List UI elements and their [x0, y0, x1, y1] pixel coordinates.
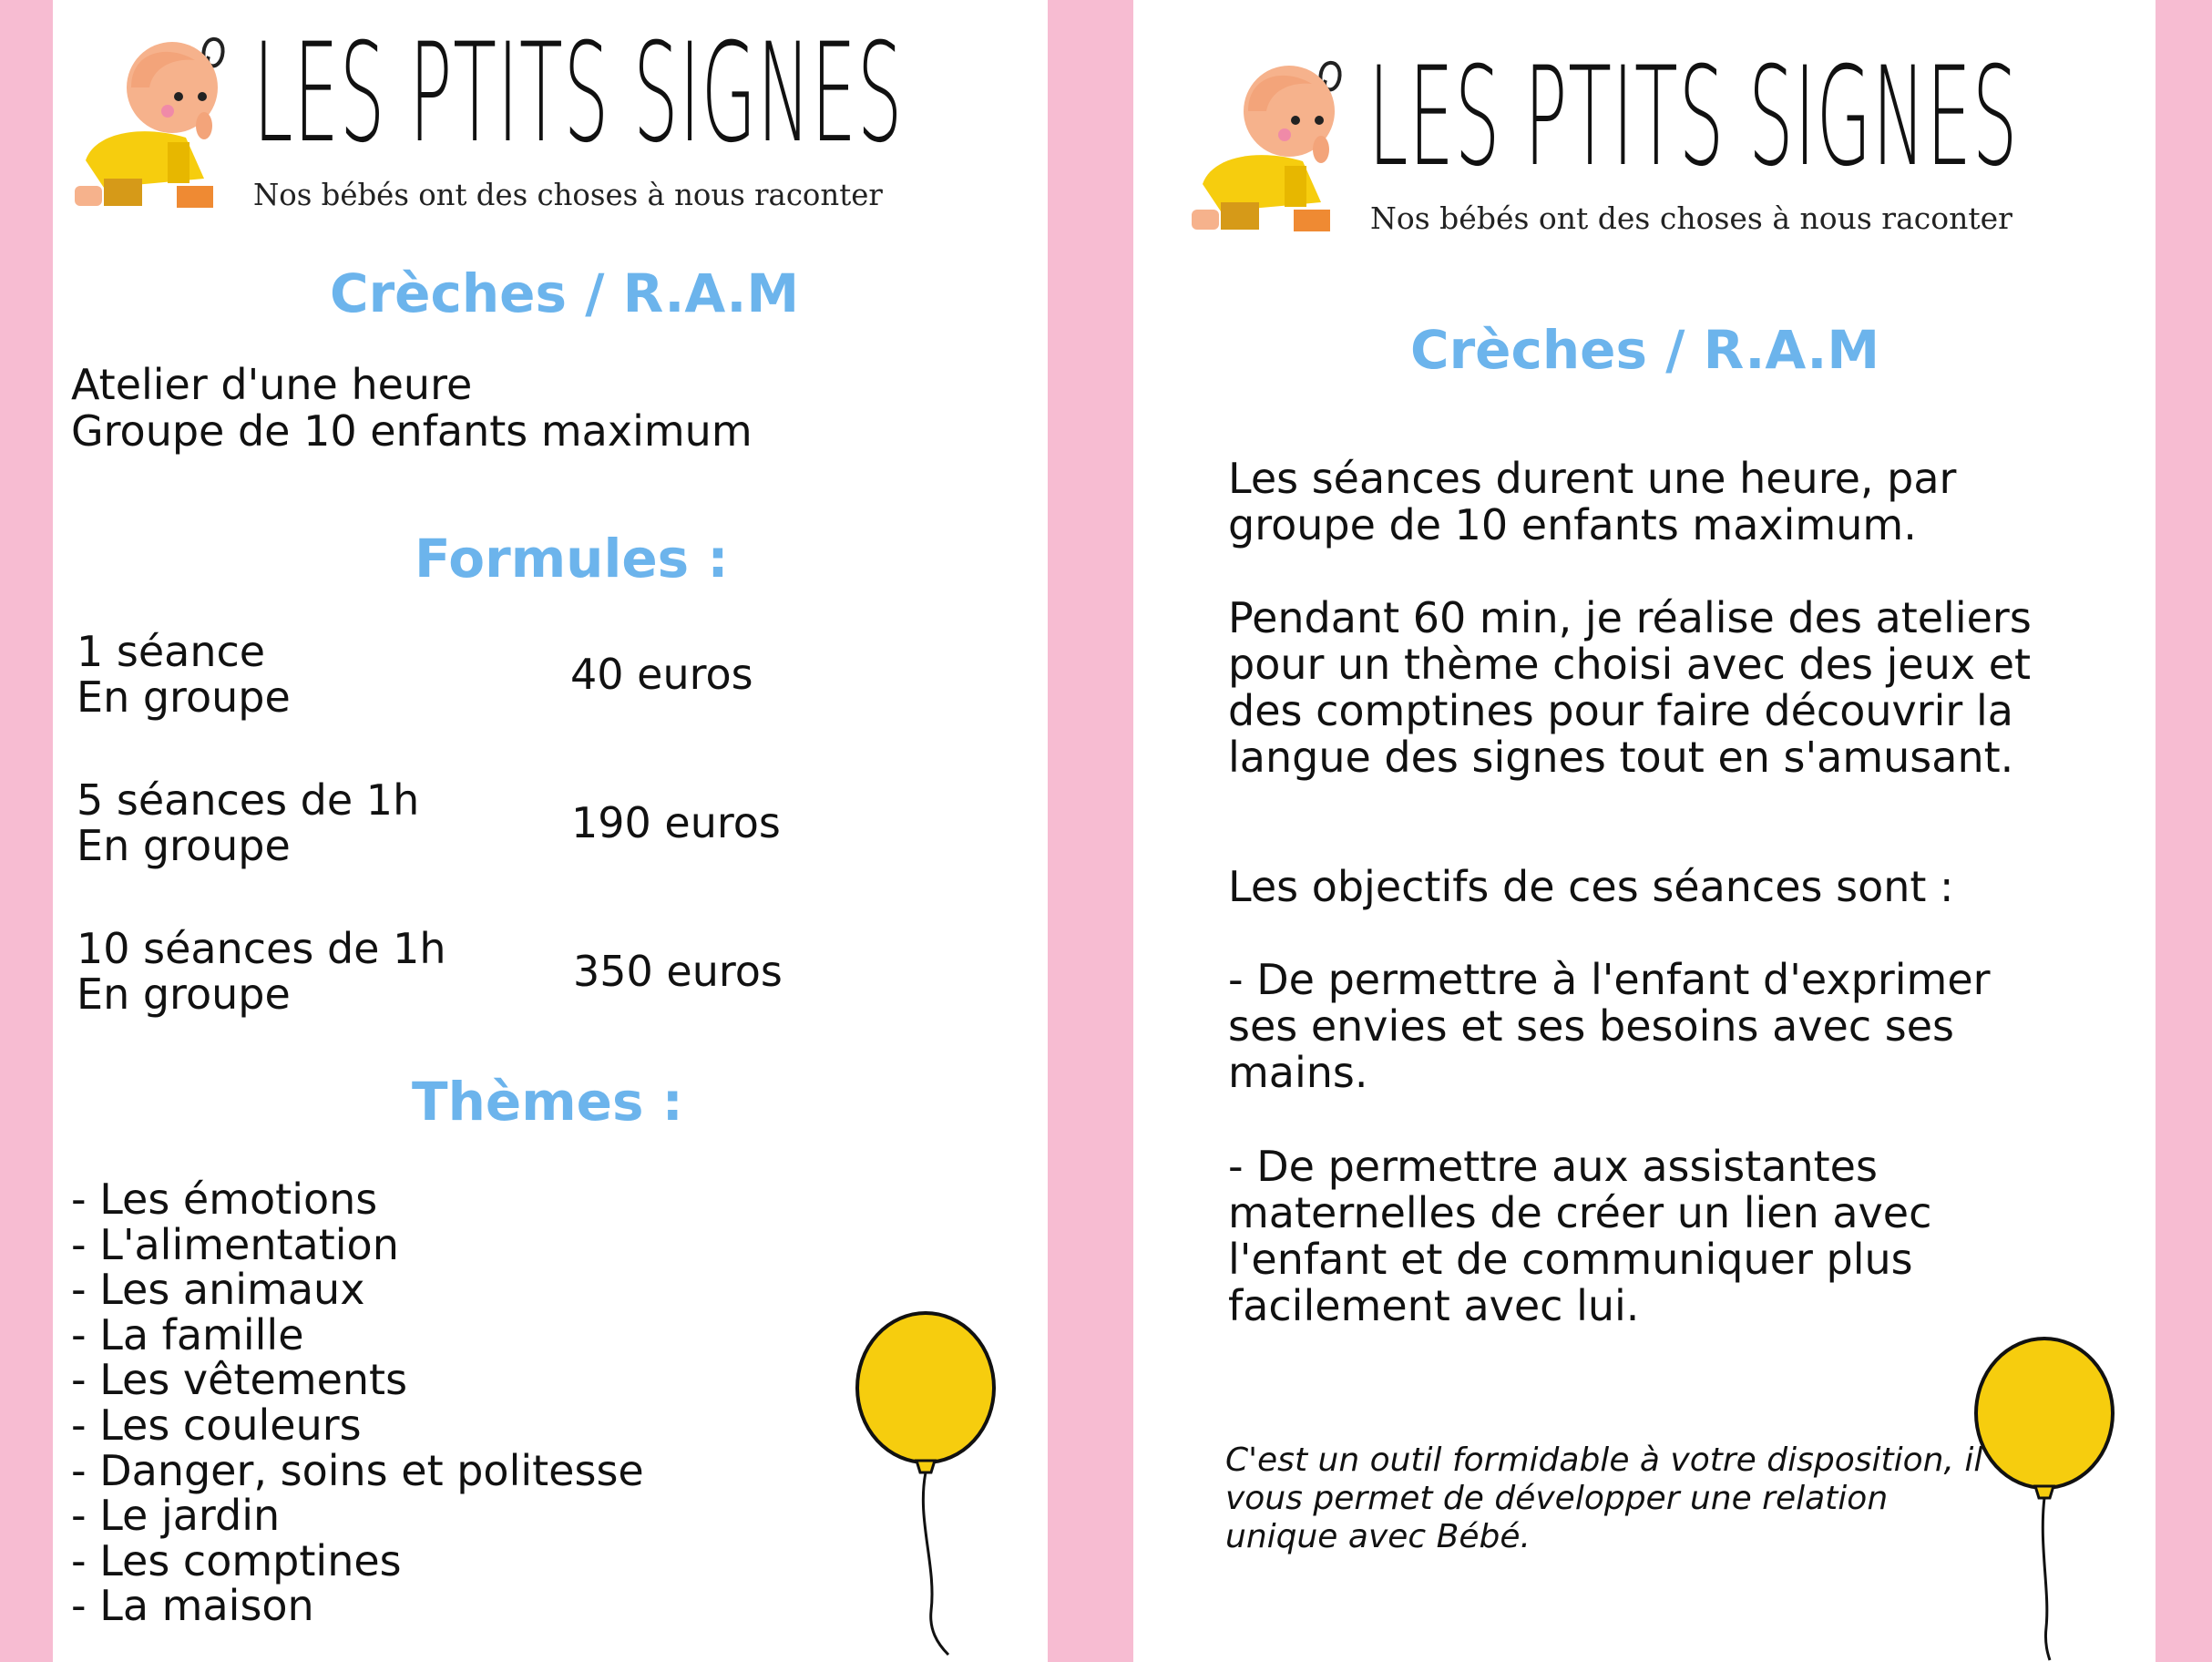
note-line: vous permet de développer une relation — [1225, 1480, 1889, 1517]
formule-label: En groupe — [77, 970, 291, 1019]
logo-title: LES PTITS SIGNES — [253, 15, 904, 173]
logo-title: LES PTITS SIGNES — [1368, 38, 2019, 197]
baby-logo-icon — [67, 24, 231, 215]
formule-price: 350 euros — [573, 947, 783, 996]
balloon-icon — [853, 1310, 998, 1657]
formule-label: En groupe — [77, 672, 291, 722]
description-line: Pendant 60 min, je réalise des ateliers — [1228, 593, 2032, 642]
objective-item — [1228, 957, 1991, 1096]
description-line: ses envies et ses besoins avec ses — [1228, 1001, 1955, 1051]
theme-item: - Les émotions — [71, 1175, 378, 1224]
formule-price: 190 euros — [571, 798, 781, 847]
description-line: l'enfant et de communiquer plus — [1228, 1235, 1913, 1284]
formule-label: En groupe — [77, 821, 291, 870]
objective-item — [1228, 1144, 1931, 1329]
formule-label: 10 séances de 1h — [77, 924, 446, 973]
themes-list — [71, 1177, 644, 1629]
objectives-intro — [1228, 864, 1954, 910]
creches-heading: Crèches / R.A.M — [1410, 319, 1880, 381]
theme-item: - Les comptines — [71, 1535, 402, 1585]
intro-line: Groupe de 10 enfants maximum — [71, 406, 753, 456]
pink-border-left — [0, 0, 53, 1662]
intro-text — [71, 362, 753, 455]
balloon-icon — [1971, 1336, 2117, 1662]
description-line: langue des signes tout en s'amusant. — [1228, 733, 2014, 782]
themes-heading: Thèmes : — [412, 1071, 683, 1133]
closing-note — [1225, 1441, 1982, 1556]
logo-subtitle: Nos bébés ont des choses à nous raconter — [1370, 200, 2012, 236]
description-line: mains. — [1228, 1048, 1368, 1097]
logo-subtitle: Nos bébés ont des choses à nous raconter — [253, 177, 883, 212]
baby-logo-icon — [1184, 47, 1348, 239]
note-line: C'est un outil formidable à votre disposition, il — [1225, 1441, 1983, 1479]
description-line: - De permettre à l'enfant d'exprimer — [1228, 955, 1991, 1004]
description-para — [1228, 456, 1956, 549]
theme-item: - L'alimentation — [71, 1219, 399, 1269]
theme-item: - Danger, soins et politesse — [71, 1445, 644, 1495]
note-line: unique avec Bébé. — [1225, 1518, 1531, 1555]
formule-price: 40 euros — [570, 650, 753, 699]
description-line: Les séances durent une heure, par — [1228, 454, 1957, 503]
theme-item: - Les vêtements — [71, 1355, 408, 1405]
creches-heading: Crèches / R.A.M — [330, 262, 800, 324]
formule-label: 1 séance — [77, 627, 266, 676]
description-line: facilement avec lui. — [1228, 1281, 1640, 1330]
description-line: maternelles de créer un lien avec — [1228, 1188, 1932, 1237]
theme-item: - La maison — [71, 1581, 314, 1631]
description-line: des comptines pour faire découvrir la — [1228, 686, 2013, 735]
theme-item: - Les animaux — [71, 1265, 365, 1315]
formule-label: 5 séances de 1h — [77, 775, 420, 825]
theme-item: - Le jardin — [71, 1491, 281, 1541]
pink-border-right — [2156, 0, 2212, 1662]
intro-line: Atelier d'une heure — [71, 360, 473, 409]
description-line: pour un thème choisi avec des jeux et — [1228, 640, 2032, 689]
description-line: - De permettre aux assistantes — [1228, 1142, 1878, 1191]
description-line: Les objectifs de ces séances sont : — [1228, 862, 1954, 911]
description-line: groupe de 10 enfants maximum. — [1228, 500, 1917, 549]
theme-item: - Les couleurs — [71, 1400, 362, 1450]
pink-divider — [1048, 0, 1133, 1662]
description-para — [1228, 595, 2032, 781]
formules-heading: Formules : — [415, 528, 729, 590]
theme-item: - La famille — [71, 1309, 304, 1359]
